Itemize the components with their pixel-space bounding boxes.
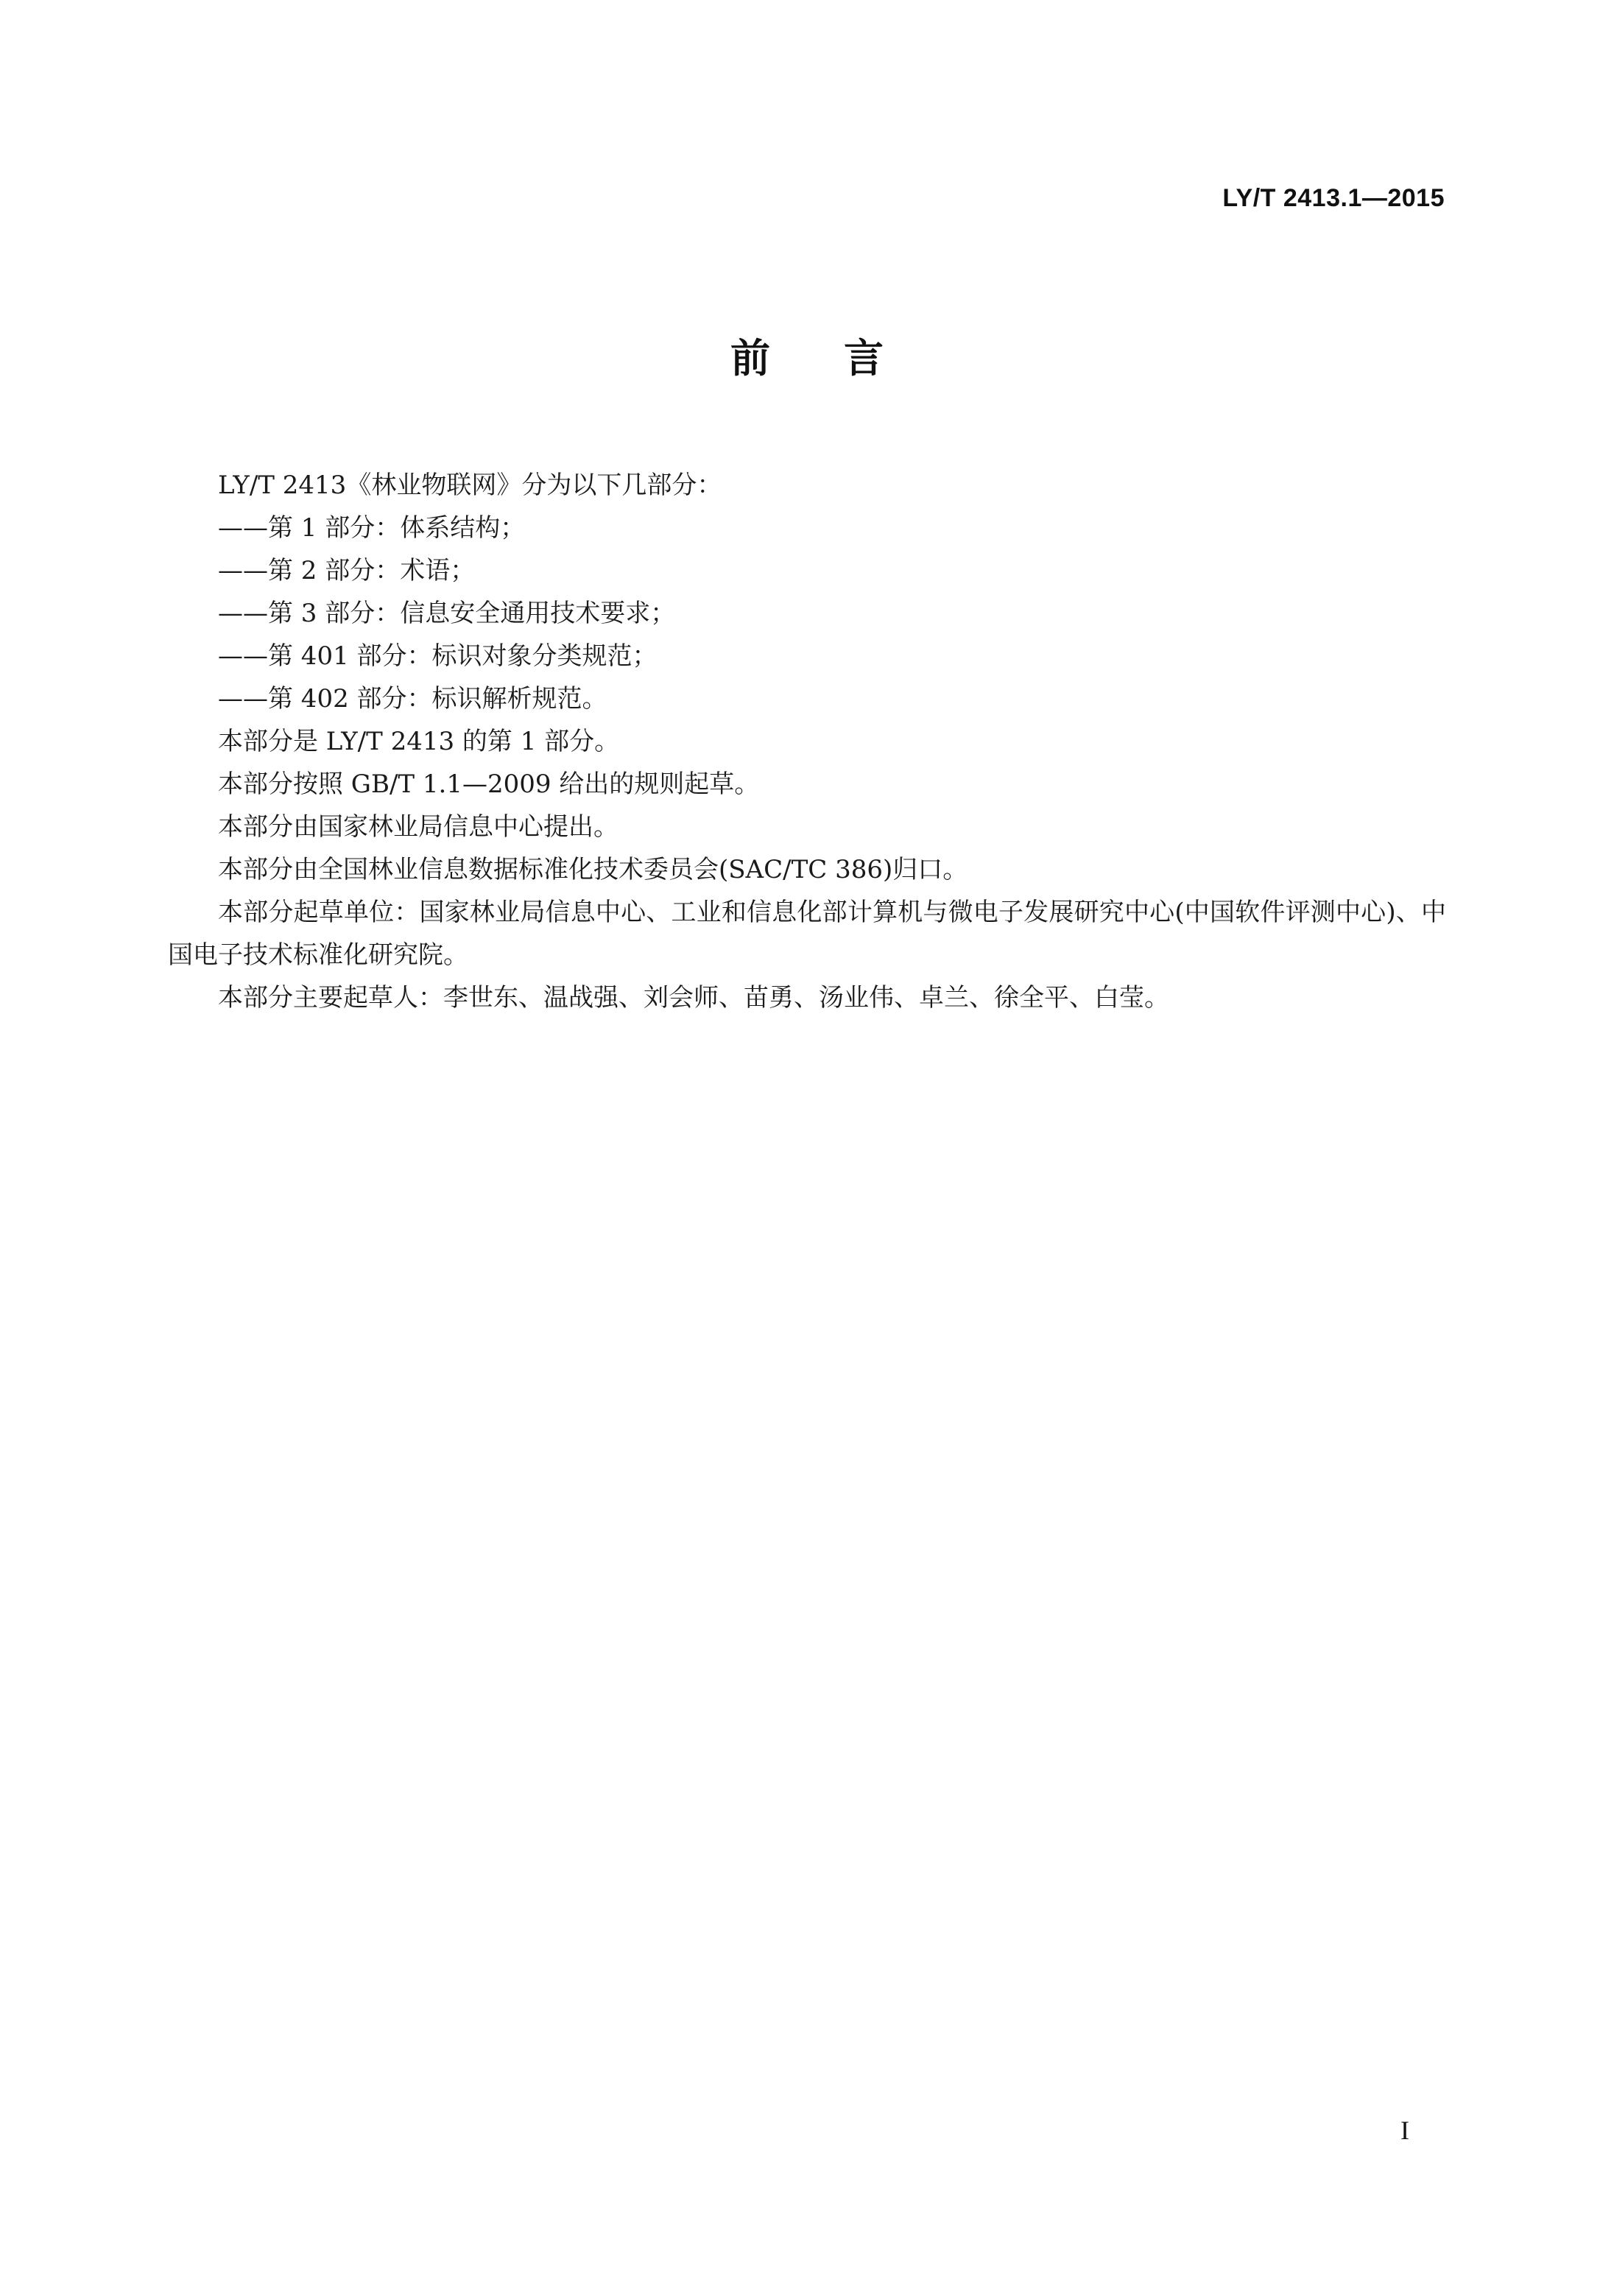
paragraph-proposed-by: 本部分由国家林业局信息中心提出。 — [218, 812, 619, 842]
paragraph-drafting-rules: 本部分按照 GB/T 1.1—2009 给出的规则起草。 — [218, 770, 760, 799]
foreword-title-char-2: 言 — [844, 335, 884, 381]
foreword-body — [168, 464, 1446, 1019]
paragraph-centralized-by: 本部分由全国林业信息数据标准化技术委员会(SAC/TC 386)归口。 — [218, 855, 968, 884]
paragraph-part-statement: 本部分是 LY/T 2413 的第 1 部分。 — [218, 727, 620, 756]
page-number: I — [1400, 2116, 1409, 2145]
standard-code: LY/T 2413.1—2015 — [1222, 184, 1445, 212]
list-item-part-2: ——第 2 部分：术语； — [218, 556, 476, 585]
list-item-part-402: ——第 402 部分：标识解析规范。 — [218, 684, 607, 714]
list-item-part-3: ——第 3 部分：信息安全通用技术要求； — [218, 599, 676, 628]
paragraph-drafters: 本部分主要起草人：李世东、温战强、刘会师、苗勇、汤业伟、卓兰、徐全平、白莹。 — [218, 983, 1169, 1013]
list-item-part-1: ——第 1 部分：体系结构； — [218, 513, 526, 543]
foreword-title — [0, 327, 1614, 384]
list-item-part-401: ——第 401 部分：标识对象分类规范； — [218, 641, 658, 671]
foreword-title-char-1: 前 — [730, 335, 770, 381]
paragraph-parts-intro: LY/T 2413《林业物联网》分为以下几部分： — [218, 471, 722, 500]
paragraph-drafting-units: 本部分起草单位：国家林业局信息中心、工业和信息化部计算机与微电子发展研究中心(中国软件评测中心)、中国电子技术标准化研究院。 — [168, 898, 1446, 970]
